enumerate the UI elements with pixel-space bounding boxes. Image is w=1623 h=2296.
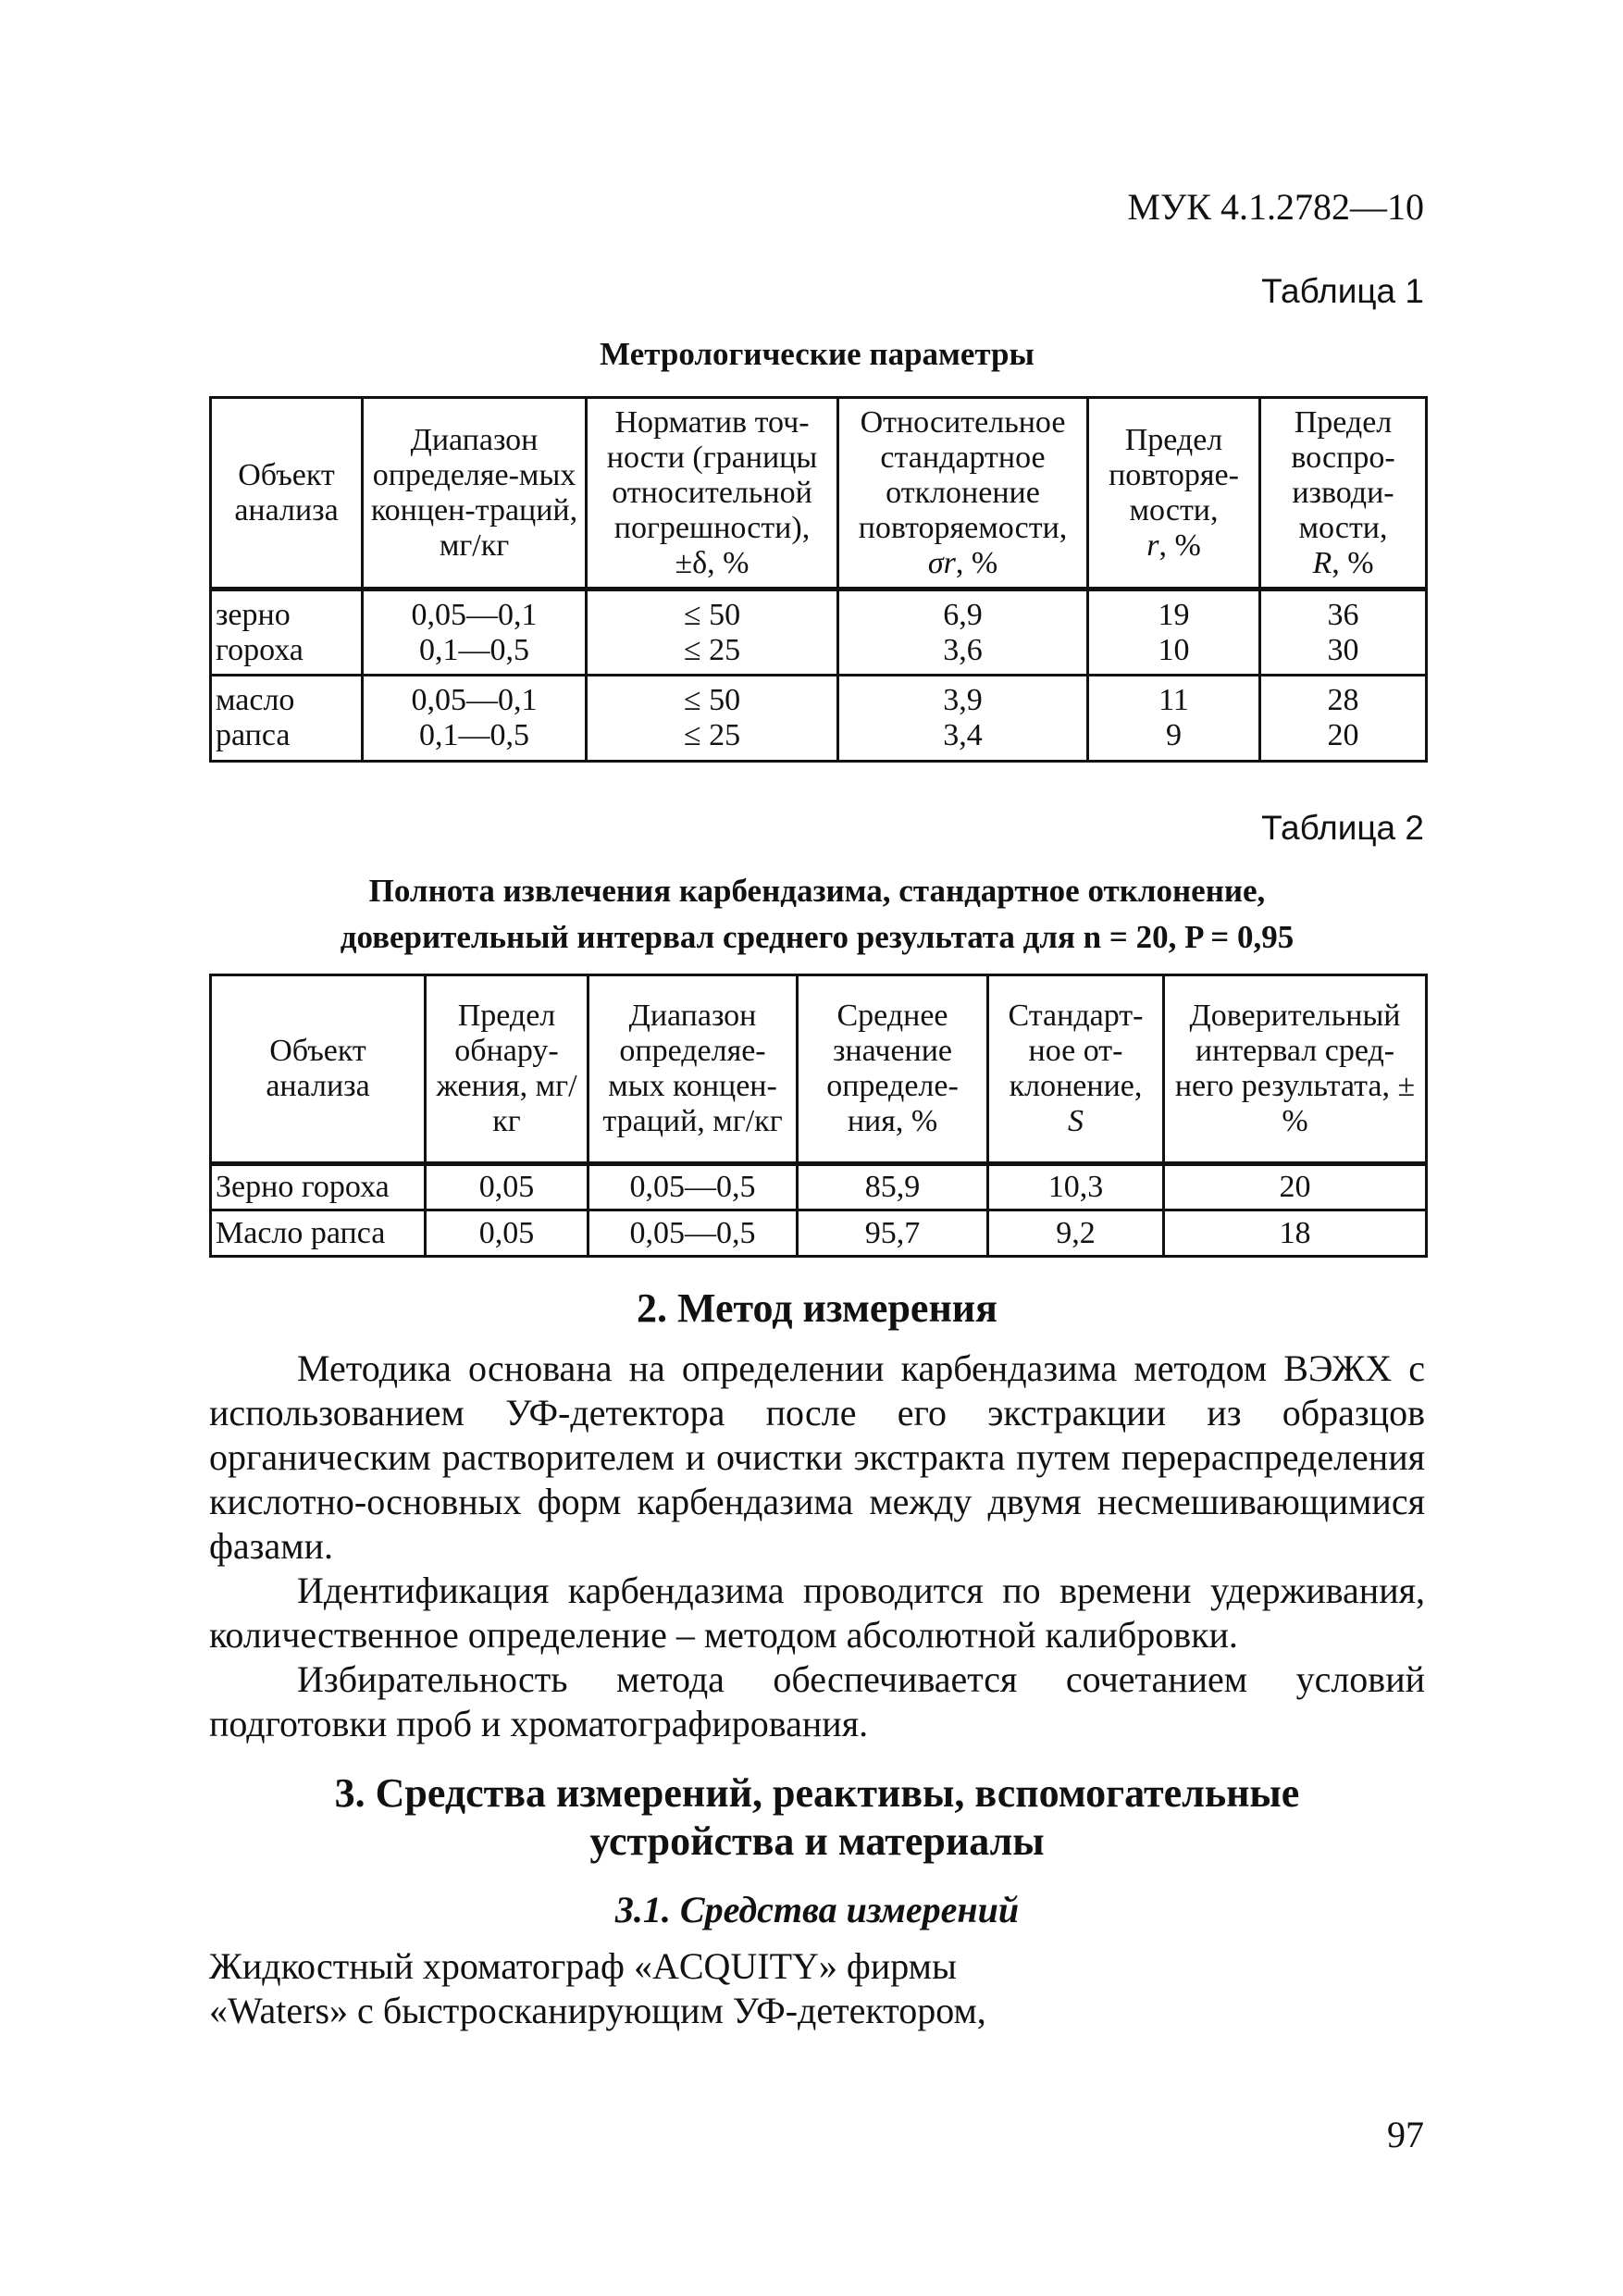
table1-header-row: [211, 398, 1427, 590]
table2-header-stddev: [988, 975, 1164, 1164]
table1-header-rsd-unit: , %: [955, 545, 998, 580]
section3-line-1: Жидкостный хроматограф «ACQUITY» фирмы: [209, 1945, 957, 1987]
table2: [209, 974, 1428, 1258]
table2-title-line2: доверительный интервал среднего результата для n = 20, P = 0,95: [340, 919, 1295, 955]
table1-header-rsd-symbol: σr: [927, 545, 956, 580]
table-cell: 85,9: [798, 1164, 988, 1210]
table1-header-reproducibility-text: Предел воспро-изводи-мости,: [1291, 404, 1395, 545]
table1-label: Таблица 1: [1261, 272, 1424, 310]
table2-title: [209, 868, 1425, 961]
cell-line: ≤ 50: [683, 683, 741, 717]
cell-line: рапса: [216, 718, 291, 752]
cell-line: ≤ 50: [683, 597, 741, 632]
cell-line: 0,05—0,1: [411, 597, 538, 632]
table-cell: [363, 590, 587, 676]
table1-header-repeatability: [1088, 398, 1260, 590]
table1-header-repeatability-text: Предел повторяе-мости,: [1109, 422, 1239, 527]
table-cell: [838, 676, 1088, 762]
cell-line: 19: [1158, 597, 1190, 632]
cell-line: зерно: [216, 597, 291, 632]
table-cell: 20: [1164, 1164, 1427, 1210]
document-code: МУК 4.1.2782—10: [1127, 186, 1424, 228]
table-cell: [1260, 676, 1427, 762]
table-cell: Масло рапса: [211, 1210, 426, 1257]
table1-header-object: Объект анализа: [211, 398, 363, 590]
section2-paragraph-1: Методика основана на определении карбендазима методом ВЭЖХ с использованием УФ-детектора после его экстракции из образцов органическим растворителем и очистки экстракта путем перераспределения кислотно-основных форм карбендазима между двумя несмешивающимися фазами.: [209, 1347, 1425, 1567]
section3-heading-line2: устройства и материалы: [589, 1818, 1045, 1864]
cell-line: 3,6: [943, 632, 983, 667]
cell-line: 9: [1166, 718, 1182, 752]
table-cell: 0,05: [426, 1210, 588, 1257]
table2-header-object: Объект анализа: [211, 975, 426, 1164]
cell-line: ≤ 25: [683, 718, 741, 752]
cell-line: 0,1—0,5: [419, 632, 529, 667]
table1-header-rsd-text: Относительное стандартное отклонение повторяемости,: [858, 404, 1068, 545]
table2-header-stddev-text: Стандарт-ное от-клонение,: [1008, 999, 1144, 1103]
section2-paragraph-3: Избирательность метода обеспечивается сочетанием условий подготовки проб и хроматографирования.: [209, 1658, 1425, 1744]
table1-header-accuracy: Норматив точ-ности (границы относительной погрешности), ±δ, %: [587, 398, 838, 590]
cell-line: 28: [1327, 683, 1359, 717]
table2-title-line1: Полнота извлечения карбендазима, стандартное отклонение,: [368, 873, 1266, 909]
section3-heading-line1: 3. Средства измерений, реактивы, вспомогательные: [334, 1770, 1300, 1816]
table1-header-repeatability-unit: , %: [1158, 527, 1201, 563]
table-cell: [211, 676, 363, 762]
table1-title: Метрологические параметры: [600, 336, 1035, 372]
table2-header-mean: Среднее значение определе-ния, %: [798, 975, 988, 1164]
table-row: [211, 676, 1427, 762]
table2-header-range: Диапазон определяе-мых концен-траций, мг/кг: [588, 975, 798, 1164]
table-cell: [587, 676, 838, 762]
table-cell: 0,05—0,5: [588, 1164, 798, 1210]
table-cell: [363, 676, 587, 762]
table-cell: 9,2: [988, 1210, 1164, 1257]
table1-header-reproducibility-unit: , %: [1332, 545, 1374, 580]
table-cell: Зерно гороха: [211, 1164, 426, 1210]
table1: [209, 396, 1428, 763]
table2-header-interval: Доверительный интервал сред-него результата, ± %: [1164, 975, 1427, 1164]
table2-label: Таблица 2: [1261, 809, 1424, 847]
cell-line: ≤ 25: [683, 632, 741, 667]
section2-paragraph-2: Идентификация карбендазима проводится по времени удерживания, количественное определение – методом абсолютной калибровки.: [209, 1570, 1425, 1656]
cell-line: 36: [1327, 597, 1359, 632]
table-cell: 95,7: [798, 1210, 988, 1257]
cell-line: 11: [1158, 683, 1189, 717]
table1-header-repeatability-symbol: r: [1146, 527, 1159, 563]
page-number: 97: [1387, 2114, 1424, 2155]
cell-line: 6,9: [943, 597, 983, 632]
cell-line: гороха: [216, 632, 304, 667]
table-row: [211, 1210, 1427, 1257]
section3-heading: [209, 1769, 1425, 1866]
section3-subheading: 3.1. Средства измерений: [614, 1889, 1020, 1930]
table-cell: 0,05—0,5: [588, 1210, 798, 1257]
cell-line: 10: [1158, 632, 1190, 667]
table2-header-row: [211, 975, 1427, 1164]
table-cell: [1088, 676, 1260, 762]
table-cell: [587, 590, 838, 676]
cell-line: 3,4: [943, 718, 983, 752]
table1-header-rsd: [838, 398, 1088, 590]
table-cell: [211, 590, 363, 676]
table-cell: 18: [1164, 1210, 1427, 1257]
table2-header-detection-limit: Предел обнару-жения, мг/кг: [426, 975, 588, 1164]
cell-line: масло: [216, 683, 295, 717]
cell-line: 3,9: [943, 683, 983, 717]
table-row: [211, 590, 1427, 676]
cell-line: 0,05—0,1: [411, 683, 538, 717]
table-cell: [1088, 590, 1260, 676]
table-cell: [838, 590, 1088, 676]
section3-line-2: «Waters» с быстросканирующим УФ-детектором,: [209, 1990, 986, 2031]
section2-heading: 2. Метод измерения: [637, 1285, 997, 1331]
table-row: [211, 1164, 1427, 1210]
table-cell: 0,05: [426, 1164, 588, 1210]
cell-line: 20: [1327, 718, 1359, 752]
cell-line: 0,1—0,5: [419, 718, 529, 752]
table-cell: [1260, 590, 1427, 676]
table1-header-reproducibility-symbol: R: [1312, 545, 1332, 580]
table1-header-reproducibility: [1260, 398, 1427, 590]
cell-line: 30: [1327, 632, 1359, 667]
table2-header-stddev-symbol: S: [1068, 1104, 1084, 1138]
table-cell: 10,3: [988, 1164, 1164, 1210]
table1-header-range: Диапазон определяе-мых концен-траций, мг/кг: [363, 398, 587, 590]
